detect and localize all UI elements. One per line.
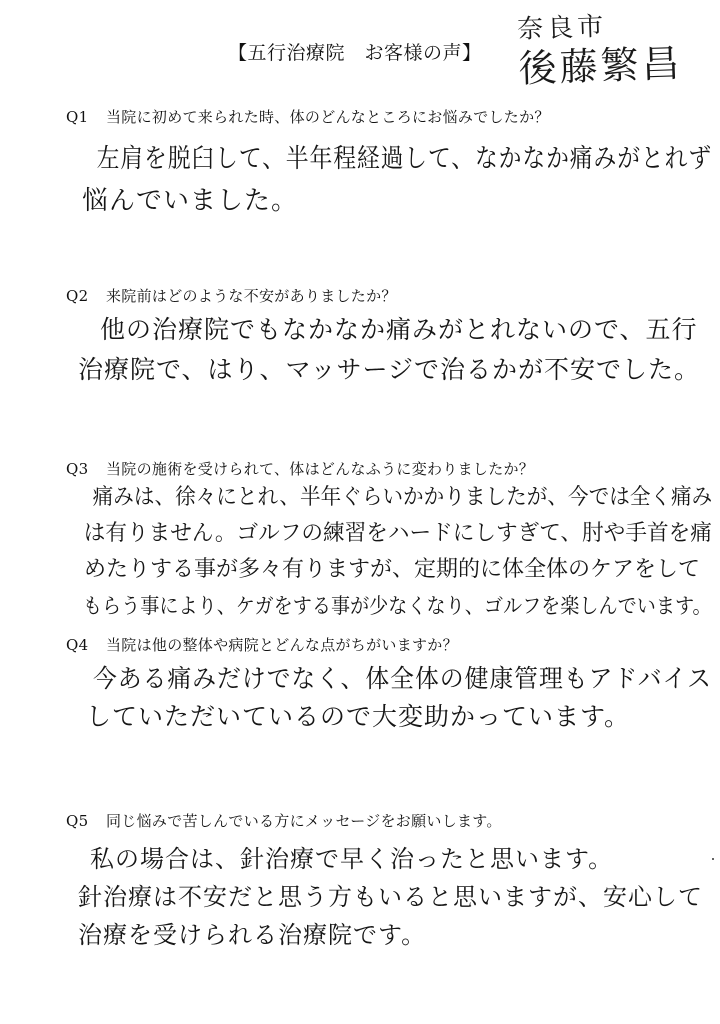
question-text: 当院に初めて来られた時、体のどんなところにお悩みでしたか？ xyxy=(106,108,550,126)
question-number: Q5 xyxy=(66,812,89,830)
answer-line: 悩んでいました。 xyxy=(82,186,299,216)
answer-line: 痛みは、徐々にとれ、半年ぐらいかかりましたが、今では全く痛み xyxy=(92,485,713,510)
answer-5 xyxy=(72,840,703,954)
author-name: 後藤繁昌 xyxy=(517,41,684,91)
answer-line: 他の治療院でもなかなか痛みがとれないので、五行 xyxy=(100,315,698,344)
answer-line: 今ある痛みだけでなく、体全体の健康管理もアドバイス xyxy=(92,664,712,693)
answer-line: 針治療は不安だと思う方もいると思いますが、安心して xyxy=(78,883,703,911)
question-text: 当院の施術を受けられて、体はどんなふうに変わりましたか？ xyxy=(106,460,535,478)
question-text: 来院前はどのような不安がありましたか？ xyxy=(106,287,397,305)
author-city: 奈良市 xyxy=(516,11,608,45)
question-number: Q2 xyxy=(66,287,89,305)
answer-line: 治療を受けられる治療院です。 xyxy=(78,921,427,949)
question-text: 当院は他の整体や病院とどんな点がちがいますか？ xyxy=(106,636,458,654)
page-title: 【五行治療院 お客様の声】 xyxy=(228,42,482,64)
question-1 xyxy=(66,106,550,127)
answer-line: 私の場合は、針治療で早く治ったと思います。 xyxy=(90,845,614,873)
question-text: 同じ悩みで苦しんでいる方にメッセージをお願いします。 xyxy=(106,812,502,830)
question-3 xyxy=(66,458,534,479)
answer-3 xyxy=(72,480,713,624)
answer-2 xyxy=(72,310,701,390)
answer-line: していただいているので大変助かっています。 xyxy=(86,702,631,731)
question-number: Q1 xyxy=(66,108,89,126)
question-2 xyxy=(66,285,397,306)
question-number: Q4 xyxy=(66,636,89,654)
answer-4 xyxy=(72,660,712,736)
stray-mark xyxy=(712,858,714,860)
answer-line: は有りません。ゴルフの練習をハードにしすぎて、肘や手首を痛 xyxy=(83,521,712,546)
question-5 xyxy=(66,810,502,831)
question-number: Q3 xyxy=(66,460,89,478)
answer-line: 左肩を脱臼して、半年程経過して、なかなか痛みがとれず xyxy=(96,144,713,174)
question-4 xyxy=(66,634,458,655)
author-signature xyxy=(517,7,684,91)
answer-line: 治療院で、はり、マッサージで治るかが不安でした。 xyxy=(78,355,701,384)
answer-line: もらう事により、ケガをする事が少なくなり、ゴルフを楽しんでいます。 xyxy=(82,594,712,618)
answer-1 xyxy=(72,138,713,222)
answer-line: めたりする事が多々有りますが、定期的に体全体のケアをして xyxy=(84,557,701,582)
